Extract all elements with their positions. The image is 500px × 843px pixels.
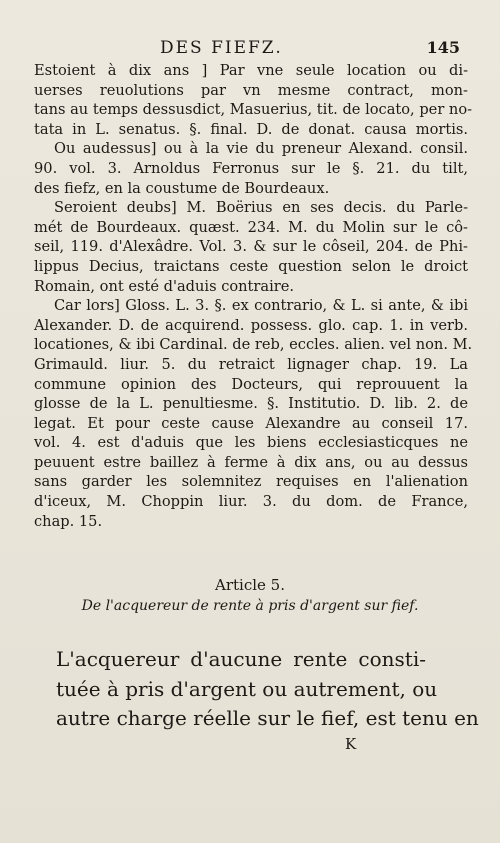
text-line: Grimauld. liur. 5. du retraict lignager chap. 19. La	[34, 355, 468, 373]
text-line: legat. Et pour ceste cause Alexandre au conseil 17.	[34, 414, 468, 432]
text-line: peuuent estre baillez à ferme à dix ans, ou au dessus	[34, 453, 468, 471]
text-line: d'iceux, M. Choppin liur. 3. du dom. de France,	[34, 493, 468, 511]
text-line: chap. 15.	[34, 512, 103, 530]
page-number: 145	[426, 38, 460, 57]
text-line: tata in L. senatus. §. final. D. de donat. causa mortis.	[34, 120, 468, 138]
article-line: L'acquereur d'aucune rente consti-	[56, 647, 426, 671]
text-line: locationes, & ibi Cardinal. de reb, eccles. alien. vel non. M.	[34, 336, 473, 354]
page-header	[40, 38, 460, 60]
text-line: sans garder les solemnitez requises en l'alienation	[34, 473, 468, 491]
text-line: Romain, ont esté d'aduis contraire.	[34, 277, 295, 295]
catchword: K	[345, 735, 357, 753]
article-subheading: De l'acquereur de rente à pris d'argent sur fief.	[81, 598, 419, 614]
running-head: DES FIEFZ.	[160, 38, 283, 58]
text-line: seil, 119. d'Alexâdre. Vol. 3. & sur le côseil, 204. de Phi-	[34, 238, 468, 256]
text-line: Ou audessus] ou à la vie du preneur Alexand. consil.	[54, 140, 468, 158]
text-line: tans au temps dessusdict, Masuerius, tit. de locato, per no-	[34, 101, 473, 119]
article-line: tuée à pris d'argent ou autrement, ou	[56, 676, 438, 701]
article-text	[56, 645, 479, 734]
text-line: Seroient deubs] M. Boërius en ses decis. du Parle-	[54, 199, 468, 217]
text-line: mét de Bourdeaux. quæst. 234. M. du Molin sur le cô-	[34, 218, 468, 236]
text-line: lippus Decius, traictans ceste question selon le droict	[34, 257, 468, 275]
text-line: Car lors] Gloss. L. 3. §. ex contrario, & L. si ante, & ibi	[54, 297, 468, 315]
text-line: Alexander. D. de acquirend. possess. glo. cap. 1. in verb.	[34, 316, 468, 334]
article-heading: Article 5.	[215, 576, 285, 594]
commentary-text	[34, 61, 473, 531]
text-line: vol. 4. est d'aduis que les biens ecclesiasticques ne	[34, 434, 468, 452]
text-line: glosse de la L. penultiesme. §. Institutio. D. lib. 2. de	[34, 395, 468, 413]
text-line: uerses reuolutions par vn mesme contract, mon-	[34, 81, 468, 99]
article-line: autre charge réelle sur le fief, est tenu en	[56, 706, 479, 730]
text-line: Estoient à dix ans ] Par vne seule location ou di-	[34, 62, 468, 79]
text-line: 90. vol. 3. Arnoldus Ferronus sur le §. 21. du tilt,	[34, 159, 468, 177]
text-line: commune opinion des Docteurs, qui reprouuent la	[34, 375, 468, 393]
text-line: des fiefz, en la coustume de Bourdeaux.	[34, 179, 330, 197]
